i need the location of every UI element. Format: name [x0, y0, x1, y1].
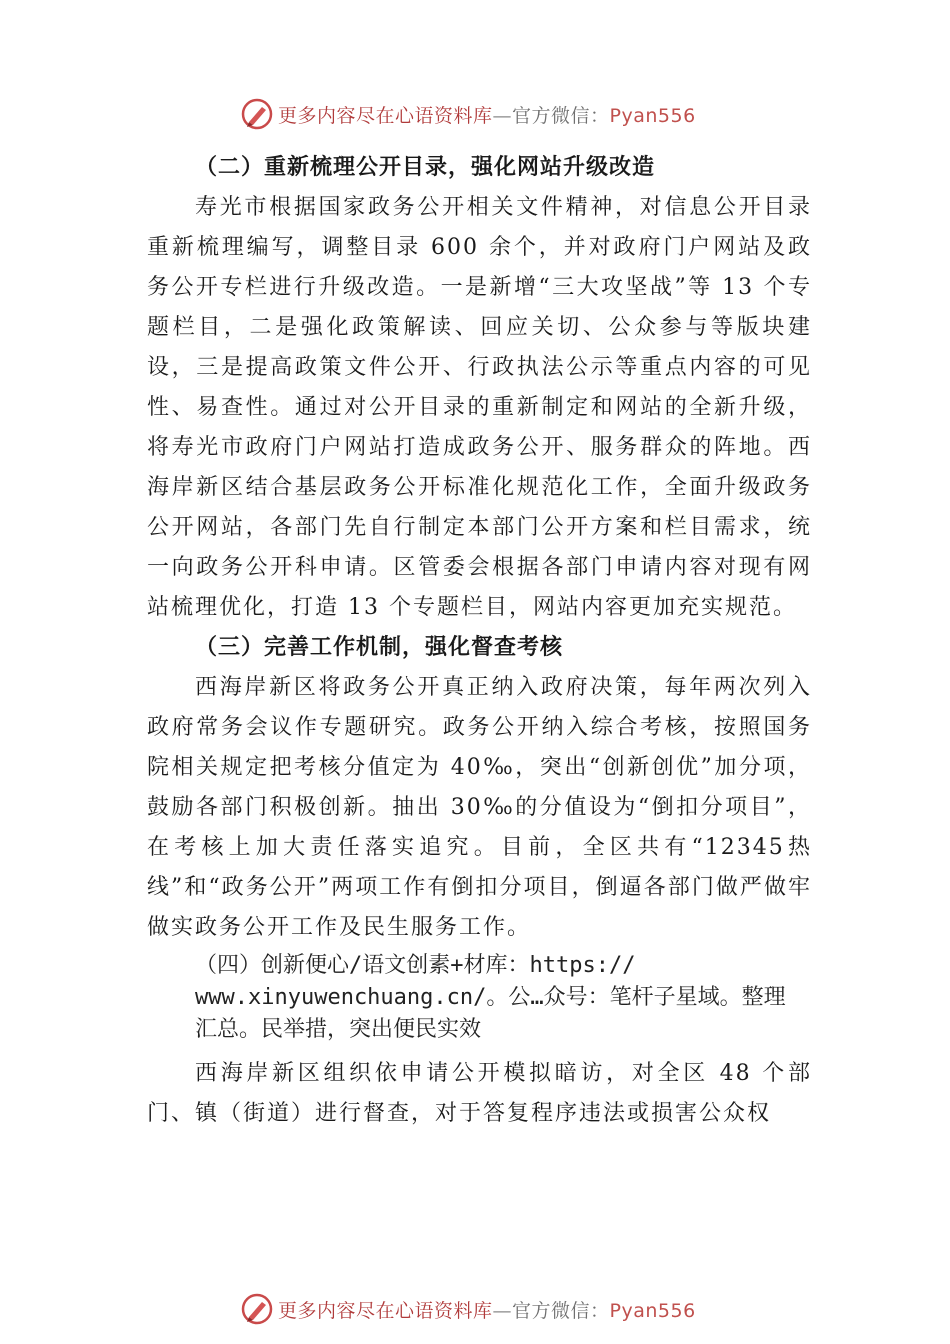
section-heading-2: （二）重新梳理公开目录，强化网站升级改造	[195, 155, 656, 180]
banner-dash: —	[492, 1299, 513, 1322]
pen-logo-icon	[240, 1292, 274, 1326]
banner-wechat-id: Pyan556	[609, 104, 696, 127]
section-paragraph-2: 寿光市根据国家政务公开相关文件精神，对信息公开目录重新梳理编写，调整目录 600 余个，并对政府门户网站及政务公开专栏进行升级改造。一是新增“三大攻坚战”等 13 个专题栏目，二是强化政策解读、回应关切、公众参与等版块建设，三是提高政策文件公开、行政执法公示等重点内容的可见性、易查性。通过对公开目录的重新制定和网站的全新升级，将寿光市政府门户网站打造成政务公开、服务群众的阵地。西海岸新区结合基层政务公开标准化规范化工作，全面升级政务公开网站，各部门先自行制定本部门公开方案和栏目需求，统一向政务公开科申请。区管委会根据各部门申请内容对现有网站梳理优化，打造 13 个专题栏目，网站内容更加充实规范。	[147, 195, 812, 620]
banner-wechat-label: 官方微信：	[512, 1299, 610, 1322]
note-line-1: （四）创新便心/语文创素+材库：https://	[195, 953, 636, 978]
section-paragraph-3: 西海岸新区将政务公开真正纳入政府决策，每年两次列入政府常务会议作专题研究。政务公开纳入综合考核，按照国务院相关规定把考核分值定为 40‰，突出“创新创优”加分项，鼓励各部门积极创新。抽出 30‰的分值设为“倒扣分项目”，在考核上加大责任落实追究。目前，全区共有“12345热线”和“政务公开”两项工作有倒扣分项目，倒逼各部门做严做牢做实政务公开工作及民生服务工作。	[147, 675, 812, 940]
note-line-3: 汇总。民举措，突出便民实效	[195, 1017, 482, 1042]
banner-site-text: 更多内容尽在心语资料库	[278, 104, 493, 127]
banner-dash: —	[492, 104, 513, 127]
banner-site-text: 更多内容尽在心语资料库	[278, 1299, 493, 1322]
section-heading-3: （三）完善工作机制，强化督查考核	[195, 635, 564, 660]
banner-text	[278, 101, 696, 128]
header-banner	[240, 95, 760, 133]
pen-logo-icon	[240, 97, 274, 131]
banner-wechat-id: Pyan556	[609, 1299, 696, 1322]
document-body	[147, 148, 812, 1134]
footer-banner	[240, 1290, 760, 1328]
final-paragraph: 西海岸新区组织依申请公开模拟暗访，对全区 48 个部门、镇（街道）进行督查，对于答复程序违法或损害公众权	[147, 1061, 812, 1126]
banner-wechat-label: 官方微信：	[512, 104, 610, 127]
note-line-2: www.xinyuwenchuang.cn/。公…众号：笔杆子星域。整理	[195, 985, 786, 1010]
banner-text	[278, 1296, 696, 1323]
